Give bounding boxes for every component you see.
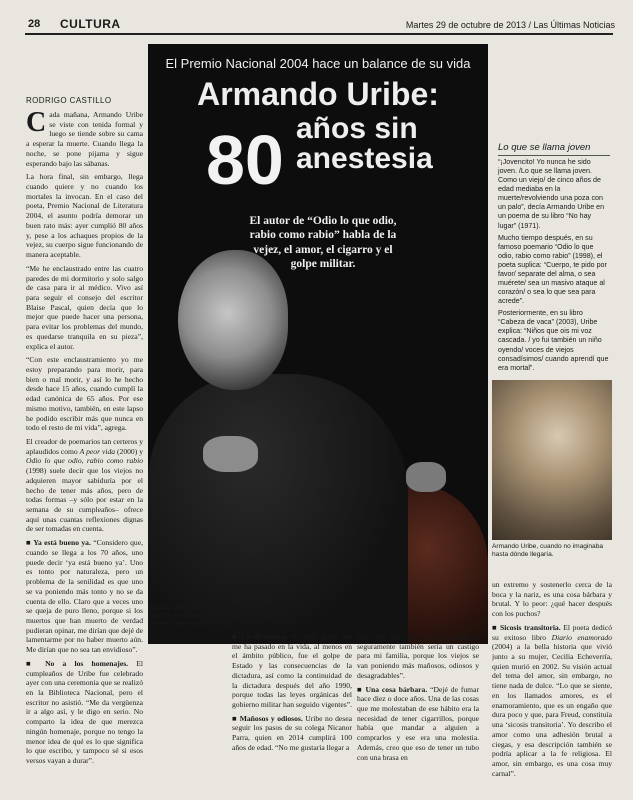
paragraph: “Con este enclaustramiento yo me estoy preparando para morir, para bien o mal morir, y así lo he hecho desde hace 15 años, cuando cumplí la edad canónica de 65 años. Por ese mismo motivo, también, en este lapso he podido escribir más que nunca en todo el resto de mi vida”, agrega. [26, 355, 143, 433]
headline-name: Armando Uribe: [197, 76, 439, 112]
headline-kicker: El Premio Nacional 2004 hace un balance de su vida [165, 56, 471, 71]
subsection: ■ No a los homenajes. El cumpleaños de Uribe fue celebrado ayer con una ceremonia que se realizó en la Biblioteca Nacional, pero el escritor no asistió. “Me da vergüenza ir a algo así, y le digo en serio. No comparto la idea de que merezca ningún homenaje, porque no tengo la menor idea de qué es lo que significa lo que escribo, y tampoco sé si esos versos vayan a durar”. [26, 658, 143, 765]
page-header [0, 0, 633, 36]
subsection: ■ Sicosis transitoria. El poeta dedicó su exitoso libro Diario enamorado (2004) a la bella historia que vivió junto a su mujer, Cecilia Echeverría, quien murió en 2002. Su visión actual del tema del amor, sin embargo, no tiene nada de dulce. “Lo que se siente, en los llamados amores, es el enamoramiento, que es un engaño que dura poco y que, para Freud, constituía una ‘sicosis transitoria’. Yo describo el amor como una adhesión brutal a ciegas, y esa descripción también se podría aplicar a la fe religiosa. El amor, sin embargo, es una cosa muy carnal”. [492, 622, 612, 778]
sidebar-title: Lo que se llama joven [498, 142, 610, 156]
paragraph: esa edad, para mí sería un castigo y seguramente también sería un castigo para mi familia, porque los viejos se van poniendo más mañosos, odiosos y desagradables”. [357, 632, 479, 680]
section-label: CULTURA [60, 17, 121, 31]
figure-hand [406, 462, 446, 492]
paragraph: ada mañana, Armando Uribe se viste con tenida formal y luego se tiende sobre su cama a esperar la muerte. Cuando llega la noche, se pone pijama y sigue esperando bajo las sábanas. [26, 110, 143, 168]
subsection-title: No a los homenajes. [45, 658, 129, 668]
byline: RODRIGO CASTILLO [26, 96, 112, 105]
subsection: ■ Mañosos y odiosos. Uribe no desea seguir los pasos de su colega Nicanor Parra, quien en 2014 cumplirá 100 años de edad. “No me gustaría llegar a [232, 713, 352, 752]
paragraph: “Me he enclaustrado entre las cuatro paredes de mi dormitorio y solo salgo de casa para ir al médico. Vivo así para seguir el consejo del escritor Blaise Pascal, quien decía que lo mejor que puede hacer una persona, para evitar los problemas del mundo, es quedarse tranquila en su pieza”, explica el autor. [26, 263, 143, 351]
lede-text: El autor de “Odio lo que odio, rabio como rabio” habla de la vejez, el amor, el cigarro y el golpe militar. [249, 215, 397, 271]
page-number: 28 [28, 18, 41, 30]
paragraph: El creador de poemarios tan certeros y aplaudidos como A peor vida (2000) y Odio lo que odio, rabio como rabio (1998) suele decir que los viejos no adquieren mayor sabiduría por el hecho de tener más años, pero de todas formas –y sólo por estar en la semana de su cumpleaños– ofrece aquí unas cuantas reflexiones dignas de ser tomadas en cuenta. [26, 437, 143, 534]
article-column-5 [492, 580, 612, 800]
headline-rest: años sin anestesia [296, 112, 433, 175]
portrait-photo [148, 44, 488, 644]
subsection: ■ La dictadura. “Lo más grave que me ha pasado en la vida, al menos en el ámbito público, fue el golpe de Estado y las consecuencias de la dictadura, así como la continuidad de la dictadura después del año 1990, porque todas las leyes orgánicas del gobierno militar han seguido vigentes”. [232, 632, 352, 710]
child-photo [492, 380, 612, 540]
header-rule [25, 33, 613, 35]
paragraph: La hora final, sin embargo, llega cuando quiere y no cuando los mortales la invocan. En el caso del poeta, Premio Nacional de Literatura 2004, el asunto podría demorar un buen rato más: ayer cumplió 80 años y, pese a los achaques propios de la vejez, su cuerpo sigue funcionando de manera aceptable. [26, 172, 143, 260]
paragraph: un extremo y sostenerlo cerca de la boca y la nariz, es una cosa bárbara y brutal. Y lo peor: ¿qué hacer después con los puchos? [492, 580, 612, 619]
figure-hand [203, 436, 258, 472]
dateline: Martes 29 de octubre de 2013 / Las Últimas Noticias [405, 20, 615, 30]
article-column-3 [232, 632, 352, 800]
drop-cap: C [26, 110, 47, 138]
sidebar-text: “¡Jovencito! Yo nunca he sido joven. /Lo que se llama joven. Como un viejo/ de cinco años de edad mediaba en la muerte/revolviendo una poza con un palo”, decía Armando Uribe en un poema de su libro “No hay lugar” (1971). Mucho tiempo después, en su famoso poemario “Odio lo que odio, rabio como rabio” (1998), el poeta suplica: “Cuerpo, te pido por favor/ separate del alma, o sea muérete/ sea un masivo ataque al corazón/ o sea lo que sea para acrede”. Posteriormente, en su libro “Cabeza de vaca” (2003), Uribe explica: “Niños que ois mi voz cascada. / yo fui también un niño oyendo/ voces de viejos consadísimos/ cuando aprendí que era mortal”. [498, 158, 609, 372]
subsection: ■ Ya está bueno ya. “Considero que, cuando se llega a los 70 años, uno puede decir ‘ya está bueno ya’. Uno es tonto por naturaleza, pero un problema de la senilidad es que uno se va poniendo más tonto y no se da cuenta de ello. Claro que a veces uno se queja de puro lleno, porque si los muertos que han muerto de verdad pudieran opinar, me dirían que dejé de lamentarme por no haber muerto aún. Me dirían que no sea tan envidioso”. [26, 538, 143, 655]
article-column-1 [26, 110, 143, 800]
photo-caption: El autor opina que a los 70 años se puede decir “ya está bueno ya”. [148, 604, 220, 628]
article-column-4 [357, 632, 479, 800]
headline-number: 80 [206, 121, 284, 199]
child-photo-caption: Armando Uribe, cuando no imaginaba hasta dónde llegaría. [492, 543, 604, 558]
subsection-title: Ya está bueno ya. [33, 538, 91, 548]
subsection: ■ Una cosa bárbara. “Dejé de fumar hace diez o doce años. Una de las cosas que me molestaban de ese hábito era la necesidad de tener cigarrillos, porque había que mandar a alguien a comprarlos y ese era una molestia. Además, creo que eso de tener un tubo con una brasa en [357, 684, 479, 762]
